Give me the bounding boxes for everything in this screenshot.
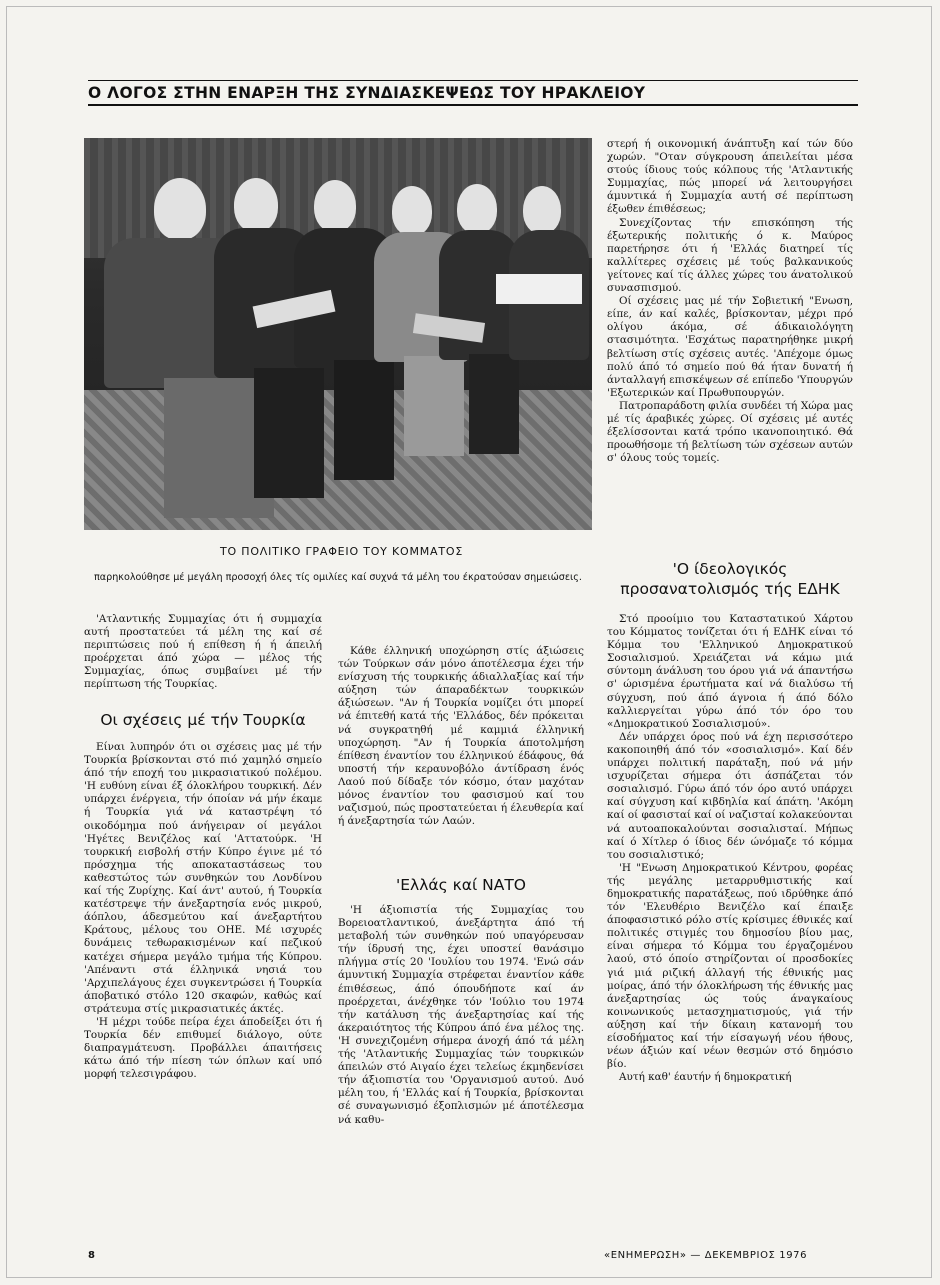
middle-column-body <box>338 904 584 1127</box>
photo-political-bureau <box>84 138 592 530</box>
paragraph: 'Η άξιοπιστία τής Συμμαχίας του Βορειοατλαντικού, άνεξάρτητα άπό τή μεταβολή τών συνθηκών πού υπαγόρευσαν τήν ίδρυσή της, έχει υποστεί θανάσιμο πλήγμα στίς 20 'Ιουλίου του 1974. 'Ενώ σάν άμυντική Συμμαχία στρέφεται έναντίον κάθε έπιθέσεως, άπό όπουδήποτε καί άν προέρχεται, άνέχθηκε τόν 'Ιούλιο του 1974 τήν κατάλυση τής άνεξαρτησίας καί τής άκεραιότητος τής Κύπρου άπό ένα μέλος της. 'Η συνεχιζομένη σήμερα άνοχή άπό τά μέλη τής 'Ατλαντικής Συμμαχίας τών τουρκικών άπειλών στό Αιγαίο έχει τελείως έκμηδενίσει τήν άξιοπιστία του 'Οργανισμού αυτού. Δυό μέλη του, ή 'Ελλάς καί ή Τουρκία, βρίσκονται σέ συναγωνισμό έξοπλισμών μέ άποτέλεσμα νά καθυ- <box>338 904 584 1126</box>
paragraph: 'Ατλαντικής Συμμαχίας ότι ή συμμαχία αυτή προστατεύει τά μέλη της καί σέ περιπτώσεις πού ή επίθεση ή ή άπειλή προέρχεται άπό χώρα — μέλος τής Συμμαχίας, όπως συμβαίνει μέ τήν περίπτωση τής Τουρκίας. <box>84 613 322 691</box>
header-rule-top <box>88 80 858 81</box>
paragraph: Πατροπαράδοτη φιλία συνδέει τή Χώρα μας μέ τίς άραβικές χώρες. Οί σχέσεις μέ αυτές έξελίσσονται κατά τρόπο ικανοποιητικό. Θά προωθήσομε τή βελτίωση τών σχέσεων αυτών σ' όλους τούς τομείς. <box>607 399 853 465</box>
photo-subcaption: παρηκολούθησε μέ μεγάλη προσοχή όλες τίς ομιλίες καί συχνά τά μέλη του έκρατούσαν σημειώσεις. <box>94 572 582 583</box>
section-heading-ideology-line1: 'Ο ίδεολογικός <box>672 560 788 578</box>
right-column-top <box>607 138 853 465</box>
photo-caption: ΤΟ ΠΟΛΙΤΙΚΟ ΓΡΑΦΕΙΟ ΤΟΥ ΚΟΜΜΑΤΟΣ <box>220 545 464 558</box>
header-rule-bottom <box>88 104 858 106</box>
paragraph: Δέν υπάρχει όρος πού νά έχη περισσότερο κακοποιηθή άπό τόν «σοσιαλισμό». Καί δέν υπάρχει πολιτική παράταξη, πού νά μήν ισχυρίζεται σήμερα ότι άσπάζεται τόν σοσιαλισμό. Γύρω άπό τόν όρο αυτό υπάρχει καί σύγχυση καί κιβδηλία καί άπάτη. 'Ακόμη καί οί φασισταί καί οί ναζισταί κολακεύονται νά αυτοαποκαλούνται σοσιαλισταί. Μήπως καί ό Χίτλερ ό ίδιος δέν ώνόμαζε τό κόμμα του σοσιαλιστικό; <box>607 730 853 861</box>
paragraph: Είναι λυπηρόν ότι οι σχέσεις μας μέ τήν Τουρκία βρίσκονται στό πιό χαμηλό σημείο άπό τήν εποχή του μικρασιατικού πολέμου. 'Η ευθύνη είναι έξ όλοκλήρου τουρκική. Δέν υπάρχει ένέργεια, τήν όποίαν νά μήν έκαμε ή Τουρκία γιά νά καταστρέψη τό οικοδόμημα πού άνήγειραν οί μεγάλοι 'Ηγέτες Βενιζέλος καί 'Αττατούρκ. 'Η τουρκική εισβολή στήν Κύπρο έγινε μέ τό πρόσχημα τής αποκαταστάσεως του καθεστώτος τών συνθηκών του Λονδίνου καί τής Ζυρίχης. Καί άντ' αυτού, ή Τουρκία κατέστρεψε τήν άνεξαρτησία ενός μικρού, άόπλου, άδεσμεύτου καί άνεξαρτήτου Κράτους, μέλους του ΟΗΕ. Μέ ισχυρές δυνάμεις τεθωρακισμένων καί πεζικού κατέχει σήμερα μεγάλο τμήμα τής Κύπρου. 'Απέναντι στά έλληνικά νησιά του 'Αρχιπελάγους έχει συγκεντρώσει ή Τουρκία άποβατικό στόλο 120 σκαφών, καθώς καί στράτευμα στίς μικρασιατικές άκτές. <box>84 741 322 1015</box>
middle-column-top <box>338 645 584 828</box>
section-heading-nato: 'Ελλάς καί ΝΑΤΟ <box>395 876 527 894</box>
section-heading-turkey: Οι σχέσεις μέ τήν Τουρκία <box>100 711 306 729</box>
paragraph: Κάθε έλληνική υποχώρηση στίς άξιώσεις τών Τούρκων σάν μόνο άποτέλεσμα έχει τήν ενίσχυση τής τουρκικής άδιαλλαξίας καί τήν αύξηση τών άπαραδέκτων τουρκικών άξιώσεων. "Αν ή Τουρκία νομίζει ότι μπορεί νά έπιτεθή κατά τής 'Ελλάδος, δέν πρόκειται νά συγκρατηθή μέ καμμιά έλληνική υποχώρηση. "Αν ή Τουρκία άποτολμήση έπίθεση έναντίον του έλληνικού έδάφους, θά υποστή τήν κεραυνοβόλο άντίδραση ένός Λαού πού δίδαξε τόν κόσμο, όταν μαχόταν μόνος έναντίον του φασισμού καί του ναζισμού, πώς προστατεύεται ή έλευθερία καί ή άνεξαρτησία τών Λαών. <box>338 645 584 828</box>
left-column-top <box>84 613 322 692</box>
right-column-body <box>607 613 853 1084</box>
left-column-body <box>84 741 322 1081</box>
photo-name-card <box>496 274 582 304</box>
paragraph: Στό προοίμιο του Καταστατικού Χάρτου του Κόμματος τονίζεται ότι ή ΕΔΗΚ είναι τό Κόμμα του 'Ελληνικού Δημοκρατικού Σοσιαλισμού. Χρειάζεται νά κάμω μιά σύντομη άνάλυση του όρου γιά νά άπαντήσω σ' ώρισμένα έρωτήματα καί νά διαλύσω τή σύγχυση, πού άπό άγνοια ή άπό δόλο καλλιεργείται γύρω άπό τόν όρο του «Δημοκρατικού Σοσιαλισμού». <box>607 613 853 730</box>
publication-footer: «ΕΝΗΜΕΡΩΣΗ» — ΔΕΚΕΜΒΡΙΟΣ 1976 <box>604 1250 808 1261</box>
paragraph: στερή ή οικονομική άνάπτυξη καί τών δύο χωρών. "Οταν σύγκρουση άπειλείται μέσα στούς ίδιους τούς κόλπους τής 'Ατλαντικής Συμμαχίας, πώς μπορεί νά λειτουργήσει άμυντικά ή Συμμαχία αυτή σέ περίπτωση έξωθεν έπιθέσεως; <box>607 138 853 216</box>
article-headline: Ο ΛΟΓΟΣ ΣΤΗΝ ΕΝΑΡΞΗ ΤΗΣ ΣΥΝΔΙΑΣΚΕΨΕΩΣ ΤΟΥ ΗΡΑΚΛΕΙΟΥ <box>88 84 646 102</box>
page-number: 8 <box>88 1250 95 1261</box>
paragraph: Συνεχίζοντας τήν επισκόπηση τής έξωτερικής πολιτικής ό κ. Μαύρος παρετήρησε ότι ή 'Ελλάς διατηρεί τίς καλλίτερες σχέσεις μέ τούς βαλκανικούς γείτονες καί τίς άλλες χώρες του άνατολικού συνασπισμού. <box>607 216 853 295</box>
paragraph: 'Η μέχρι τούδε πείρα έχει άποδείξει ότι ή Τουρκία δέν επιθυμεί διάλογο, ούτε διαπραγμάτευση. Προβάλλει άπαιτήσεις κάτω άπό τήν πίεση τών όπλων καί υπό μορφή τελεσιγράφου. <box>84 1015 322 1081</box>
paragraph: Αυτή καθ' έαυτήν ή δημοκρατική <box>619 1071 792 1084</box>
section-heading-ideology-line2: προσανατολισμός τής ΕΔΗΚ <box>620 580 840 598</box>
paragraph: 'Η "Ενωση Δημοκρατικού Κέντρου, φορέας τής μεγάλης μεταρρυθμιστικής καί δημοκρατικής παρατάξεως, πού ιδρύθηκε άπό τόν 'Ελευθέριο Βενιζέλο καί έπαιξε άποφασιστικό ρόλο στίς κρίσιμες έθνικές καί πολιτικές στιγμές του δημοσίου βίου μας, είναι σήμερα τό Κόμμα του έργαζομένου λαού, στό όποίο στηρίζονται οί προσδοκίες γιά μιά ριζική άλλαγή τής έθνικής μας μοίρας, άπό τήν όλοκλήρωση τής έθνικής μας άνεξαρτησίας ώς τούς άναγκαίους κοινωνικούς μετασχηματισμούς, γιά τήν αύξηση καί τήν δίκαιη κατανομή του είσοδήματος καί τήν είσαγωγή νέου ήθους, νέων άξιών καί νέων θεσμών στό δημόσιο βίο. <box>607 861 853 1071</box>
paragraph: Οί σχέσεις μας μέ τήν Σοβιετική "Ενωση, είπε, άν καί καλές, βρίσκονταν, μέχρι πρό ολίγου άκόμα, σέ άδικαιολόγητη στασιμότητα. 'Εσχάτως παρατηρήθηκε μικρή βελτίωση στίς σχέσεις αυτές. 'Απέχομε όμως πολύ άπό τό σημείο πού θά ήταν δυνατή ή άνταλλαγή επισκέψεων σέ επίπεδο 'Υπουργών 'Εξωτερικών καί Πρωθυπουργών. <box>607 295 853 399</box>
